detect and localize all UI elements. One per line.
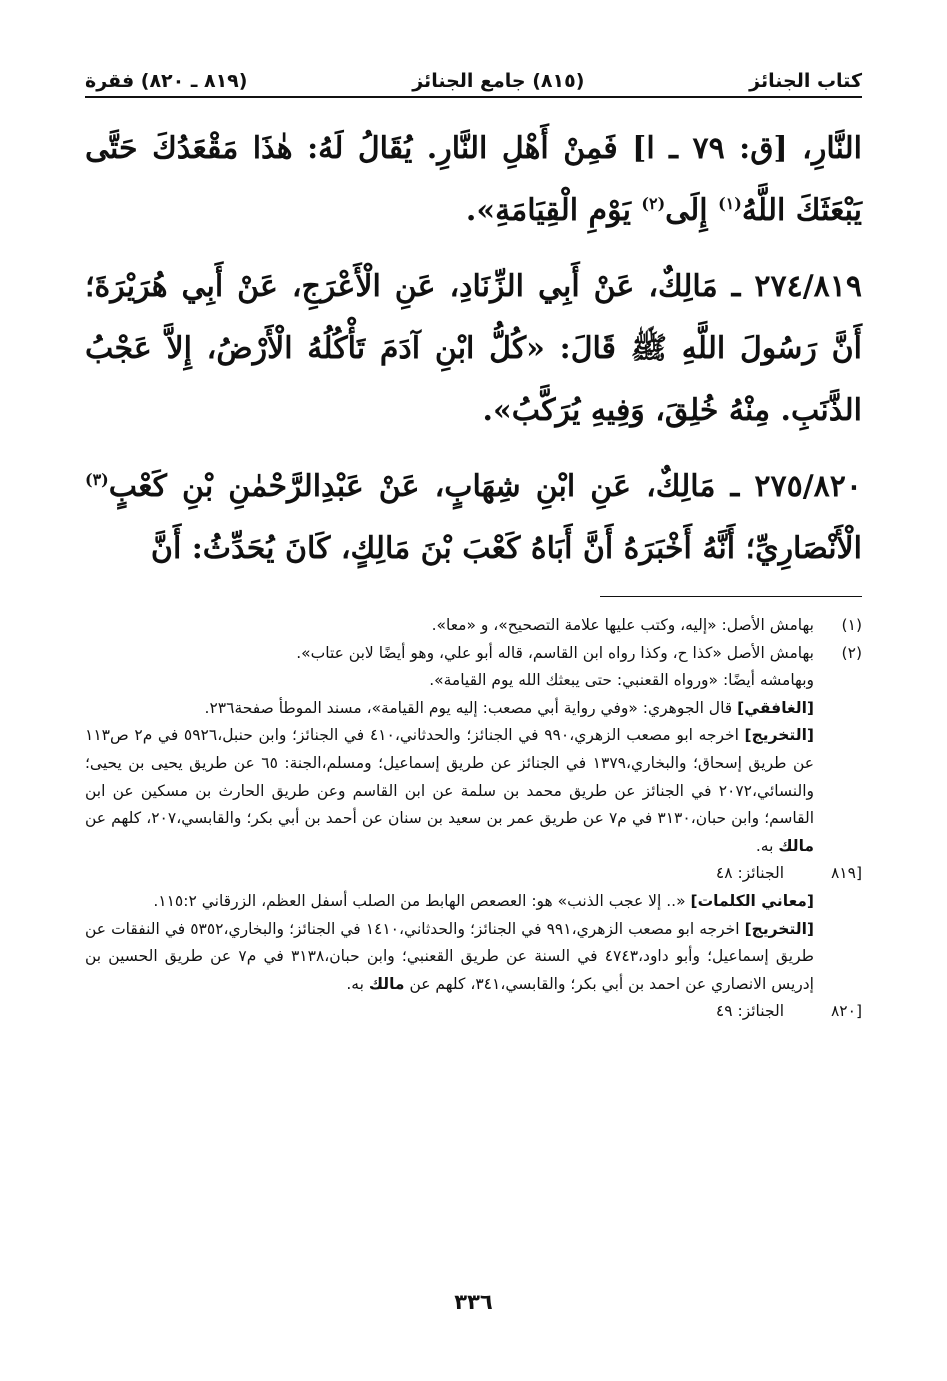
- note-tag: [التخريج]: [744, 919, 815, 938]
- header-rule: [85, 96, 862, 98]
- header-paragraph-range: (٨١٩ ـ ٨٢٠) فقرة: [85, 70, 248, 92]
- note-text-bold: مالك: [778, 836, 814, 855]
- hadith-819: ٢٧٤/٨١٩ ـ مَالِكٌ، عَنْ أَبِي الزِّنَادِ، عَنِ الْأَعْرَجِ، عَنْ أَبِي هُرَيْرَةَ؛ أَنَّ رَسُولَ اللَّهِ ﷺ قَالَ: «كُلُّ ابْنِ آدَمَ تَأْكُلُهُ الْأَرْضُ، إِلاَّ عَجْبُ الذَّنَبِ. مِنْهُ خُلِقَ، وَفِيهِ يُرَكَّبُ».: [85, 269, 862, 428]
- note-tag: [التخريج]: [744, 726, 814, 745]
- header-chapter-title: (٨١٥) جامع الجنائز: [412, 70, 585, 92]
- note-text: به.: [346, 974, 369, 993]
- note-text: به.: [755, 836, 779, 855]
- footnote-1: [85, 612, 862, 640]
- footnote-2-continuation: وبهامشه أيضًا: «ورواه القعنبي: حتى يبعثك الله يوم القيامة».: [429, 671, 814, 690]
- reference-number: [٨٢٠: [830, 1002, 862, 1021]
- paragraph-continuation: [85, 118, 862, 242]
- running-header: [85, 62, 862, 92]
- takhrij-820: [85, 916, 862, 999]
- footnote-text: بهامش الأصل «كذا ح، وكذا رواه ابن القاسم، قاله أبو علي، وهو أيضًا لابن عتاب».: [296, 643, 814, 662]
- ghafiqi-note: [85, 695, 862, 723]
- text: يَوْمِ الْقِيَامَةِ».: [465, 193, 642, 228]
- word-meanings-note: [85, 888, 862, 916]
- footnote-ref-1: (١): [718, 194, 742, 213]
- reference-text: الجنائز: ٤٩: [715, 1002, 784, 1021]
- footnote-2: [85, 640, 862, 668]
- main-text: [85, 118, 862, 594]
- footnote-number: (٢): [841, 643, 862, 662]
- hadith-820: [85, 456, 862, 580]
- text: ٢٧٥/٨٢٠ ـ مَالِكٌ، عَنِ ابْنِ شِهَابٍ، عَنْ عَبْدِالرَّحْمٰنِ بْنِ كَعْبٍ: [108, 469, 862, 504]
- reference-text: الجنائز: ٤٨: [715, 864, 784, 883]
- takhrij-819: [85, 722, 862, 860]
- text: النَّارِ، [ق: ٧٩ ـ ا] فَمِنْ أَهْلِ النَّارِ. يُقَالُ لَهُ: هٰذَا مَقْعَدُكَ حَتَّى يَبْعَثَكَ اللَّهُ: [85, 131, 863, 228]
- footnote-text: بهامش الأصل: «إليه، وكتب عليها علامة التصحيح»، و «معا».: [431, 616, 814, 634]
- header-book-title: كتاب الجنائز: [749, 70, 862, 92]
- footnote-number: (١): [841, 616, 862, 634]
- reference-819: [85, 860, 862, 888]
- footnote-rule: [600, 596, 862, 597]
- note-text: اخرجه ابو مصعب الزهري،٩٩١ في الجنائز؛ والحدثاني،١٤١٠ في الجنائز؛ والبخاري،٥٣٥٢ في النفقات عن طريق إسماعيل؛ وأبو داود،٤٧٤٣ في السنة عن طريق القعنبي؛ وابن حبان،٣١٣٨ في م٧ عن طريق الحسين بن إدريس الانصاري عن احمد بن أبي بكر؛ والقابسي،٣٤١، كلهم عن: [85, 919, 814, 993]
- reference-number: [٨١٩: [830, 864, 862, 883]
- page-number: ٣٣٦: [454, 1290, 493, 1314]
- reference-820: [85, 998, 862, 1026]
- note-text: قال الجوهري: «وفي رواية أبي مصعب: إليه يوم القيامة»، مسند الموطأ صفحة٢٣٦.: [204, 698, 738, 717]
- footnote-ref-3: (٣): [85, 470, 109, 489]
- note-text: اخرجه ابو مصعب الزهري،٩٩٠ في الجنائز؛ والحدثاني،٤١٠ في الجنائز؛ وابن حنبل،٥٩٢٦ في م٢ ص١١٣ عن طريق إسحاق؛ والبخاري،١٣٧٩ في الجنائز عن طريق إسماعيل؛ ومسلم،الجنة: ٦٥ عن طريق يحيى بن يحيى؛ والنسائي،٢٠٧٢ في الجنائز عن طريق محمد بن سلمة عن ابن القاسم وعن طريق الحارث بن مسكين عن ابن القاسم؛ وابن حبان،٣١٣٠ في م٧ عن طريق عمر بن سعيد بن سنان عن أحمد بن أبي بكر؛ والقابسي،٢٠٧، كلهم عن: [85, 726, 815, 828]
- note-tag: [الغافقي]: [737, 698, 814, 717]
- note-text-bold: مالك: [368, 974, 405, 993]
- note-text: «.. إلا عجب الذنب» هو: العصعص الهابط من الصلب أسفل العظم، الزرقاني ١١٥:٢.: [153, 891, 691, 910]
- text: إِلَى: [665, 193, 719, 228]
- footnotes: [85, 612, 862, 1026]
- text: الْأَنْصَارِيِّ؛ أَنَّهُ أَخْبَرَهُ أَنَّ أَبَاهُ كَعْبَ بْنَ مَالِكٍ، كَانَ يُحَدِّثُ: أَنَّ: [150, 531, 862, 566]
- footnote-ref-2: (٢): [641, 194, 666, 213]
- note-tag: [معاني الكلمات]: [690, 891, 814, 910]
